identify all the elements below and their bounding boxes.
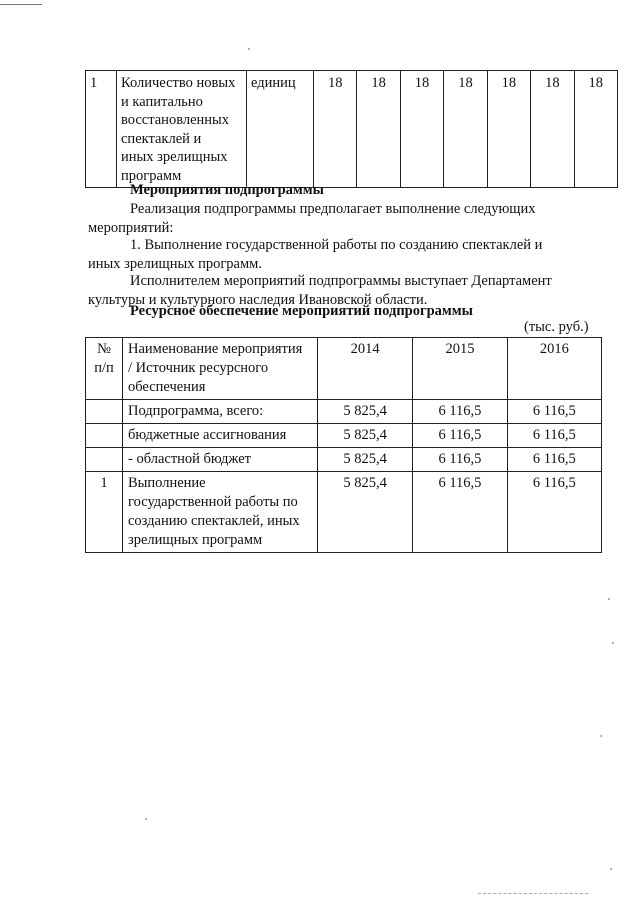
scan-speck	[612, 642, 614, 644]
row-value: 6 116,5	[507, 448, 601, 472]
scan-mark-line	[478, 893, 588, 894]
row-value: 6 116,5	[507, 472, 601, 553]
header-year: 2015	[413, 338, 507, 400]
row-value: 5 825,4	[318, 400, 413, 424]
header-year: 2014	[318, 338, 413, 400]
indicator-value: 18	[357, 71, 400, 188]
table-row	[86, 424, 602, 448]
table-row	[86, 472, 602, 553]
row-number	[86, 448, 123, 472]
table-header-row	[86, 338, 602, 400]
row-value: 6 116,5	[507, 400, 601, 424]
indicator-value: 18	[314, 71, 357, 188]
indicator-unit: единиц	[247, 71, 314, 188]
units-label: (тыс. руб.)	[524, 319, 589, 335]
scan-speck	[600, 735, 602, 737]
scan-speck	[145, 818, 147, 820]
row-value: 5 825,4	[318, 448, 413, 472]
row-number	[86, 400, 123, 424]
row-value: 6 116,5	[413, 424, 507, 448]
row-number	[86, 424, 123, 448]
row-value: 5 825,4	[318, 424, 413, 448]
scan-speck	[610, 868, 612, 870]
table-row	[86, 448, 602, 472]
section-heading-resources: Ресурсное обеспечение мероприятий подпрограммы	[130, 303, 473, 319]
header-name: Наименование мероприятия / Источник ресурсного обеспечения	[123, 338, 318, 400]
row-value: 6 116,5	[413, 400, 507, 424]
indicator-value: 18	[400, 71, 443, 188]
indicator-table	[85, 70, 618, 188]
row-name: Подпрограмма, всего:	[123, 400, 318, 424]
indicator-number: 1	[86, 71, 117, 188]
row-value: 6 116,5	[413, 448, 507, 472]
row-value: 6 116,5	[507, 424, 601, 448]
paragraph-executor: Исполнителем мероприятий подпрограммы выступает Департамент культуры и культурного наследия Ивановской области.	[88, 273, 552, 308]
row-value: 5 825,4	[318, 472, 413, 553]
header-year: 2016	[507, 338, 601, 400]
indicator-name: Количество новых и капитально восстановленных спектаклей и иных зрелищных программ	[117, 71, 247, 188]
scan-speck	[608, 598, 610, 600]
table-row	[86, 71, 618, 188]
section-heading-activities: Мероприятия подпрограммы	[130, 182, 324, 198]
row-name: Выполнение государственной работы по созданию спектаклей, иных зрелищных программ	[123, 472, 318, 553]
indicator-value: 18	[531, 71, 574, 188]
indicator-value: 18	[487, 71, 530, 188]
row-value: 6 116,5	[413, 472, 507, 553]
row-name: - областной бюджет	[123, 448, 318, 472]
indicator-value: 18	[574, 71, 617, 188]
paragraph-activity-item: 1. Выполнение государственной работы по созданию спектаклей и иных зрелищных программ.	[88, 237, 543, 272]
row-name: бюджетные ассигнования	[123, 424, 318, 448]
scan-speck	[248, 48, 250, 50]
page-top-mark	[0, 4, 42, 5]
header-number: № п/п	[86, 338, 123, 400]
resource-table	[85, 337, 602, 553]
indicator-value: 18	[444, 71, 487, 188]
paragraph-implementation: Реализация подпрограммы предполагает выполнение следующих мероприятий:	[88, 201, 536, 236]
row-number: 1	[86, 472, 123, 553]
table-row	[86, 400, 602, 424]
